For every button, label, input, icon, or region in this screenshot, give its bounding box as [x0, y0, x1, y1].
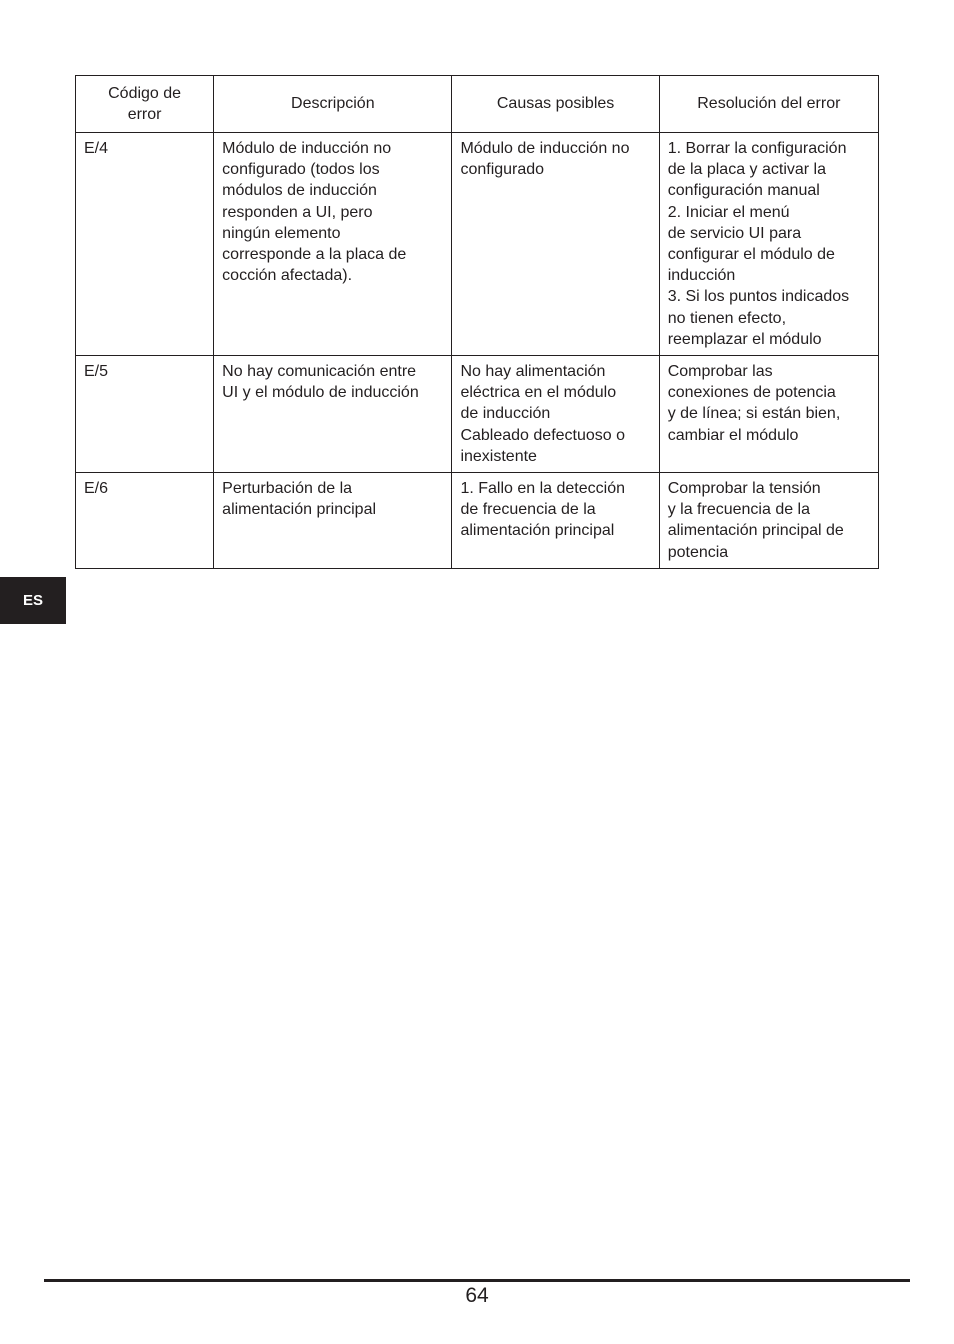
text-line: inexistente: [460, 447, 537, 465]
text-line: potencia: [667, 543, 729, 561]
text-line: No hay comunicación entre: [222, 363, 417, 380]
header-error-code: [76, 76, 214, 133]
text-line: configurar el módulo de: [667, 246, 835, 264]
text-line: configuración manual: [667, 182, 820, 200]
cell-description: [214, 473, 452, 569]
text-line: configurado: [460, 161, 545, 179]
text-line: inducción: [667, 267, 736, 285]
text-line: 1. Fallo en la detección: [460, 480, 625, 497]
header-line: error: [127, 106, 162, 123]
text-line: eléctrica en el módulo: [460, 384, 617, 402]
cell-code: E/5: [76, 356, 214, 473]
text-line: y la frecuencia de la: [667, 501, 811, 519]
text-line: UI y el módulo de inducción: [222, 384, 419, 402]
footer-divider: [44, 1279, 910, 1282]
text-line: no tienen efecto,: [667, 309, 787, 327]
text-line: y de línea; si están bien,: [667, 405, 841, 423]
text-line: corresponde a la placa de: [222, 246, 407, 264]
cell-code: E/6: [76, 473, 214, 569]
text-line: cocción afectada).: [222, 267, 353, 285]
table-row: [76, 133, 879, 356]
cell-resolution: [659, 473, 878, 569]
text-line: ningún elemento: [222, 224, 341, 242]
text-line: Cableado defectuoso o: [460, 426, 626, 444]
text-line: de servicio UI para: [667, 224, 802, 242]
text-line: 3. Si los puntos indicados: [667, 288, 850, 306]
text-line: Comprobar la tensión: [667, 480, 821, 497]
cell-description: [214, 133, 452, 356]
text-line: de frecuencia de la: [460, 501, 596, 519]
text-line: módulos de inducción: [222, 182, 377, 200]
cell-causes: [452, 356, 659, 473]
cell-causes: [452, 133, 659, 356]
table-row: [76, 473, 879, 569]
text-line: de inducción: [460, 405, 551, 423]
text-line: alimentación principal: [460, 522, 615, 540]
cell-code: E/4: [76, 133, 214, 356]
page-number: 64: [465, 1284, 489, 1307]
cell-causes: [452, 473, 659, 569]
header-description: Descripción: [214, 76, 452, 133]
text-line: Comprobar las: [667, 363, 773, 380]
error-code-table: [75, 75, 879, 569]
table-header-row: [76, 76, 879, 133]
text-line: 2. Iniciar el menú: [667, 203, 790, 221]
text-line: Módulo de inducción no: [460, 140, 630, 157]
text-line: configurado (todos los: [222, 161, 380, 179]
text-line: 1. Borrar la configuración: [667, 140, 847, 157]
text-line: de la placa y activar la: [667, 161, 827, 179]
text-line: No hay alimentación: [460, 363, 606, 380]
text-line: Módulo de inducción no: [222, 140, 392, 157]
language-tab: ES: [0, 577, 66, 624]
text-line: alimentación principal: [222, 501, 377, 519]
text-line: alimentación principal de: [667, 522, 844, 540]
text-line: reemplazar el módulo: [667, 330, 822, 348]
header-resolution: Resolución del error: [659, 76, 878, 133]
text-line: cambiar el módulo: [667, 426, 799, 444]
table-row: [76, 356, 879, 473]
header-causes: Causas posibles: [452, 76, 659, 133]
cell-description: [214, 356, 452, 473]
header-line: Código de: [108, 84, 182, 102]
text-line: responden a UI, pero: [222, 203, 373, 221]
text-line: conexiones de potencia: [667, 384, 836, 402]
cell-resolution: [659, 133, 878, 356]
text-line: Perturbación de la: [222, 480, 353, 497]
cell-resolution: [659, 356, 878, 473]
